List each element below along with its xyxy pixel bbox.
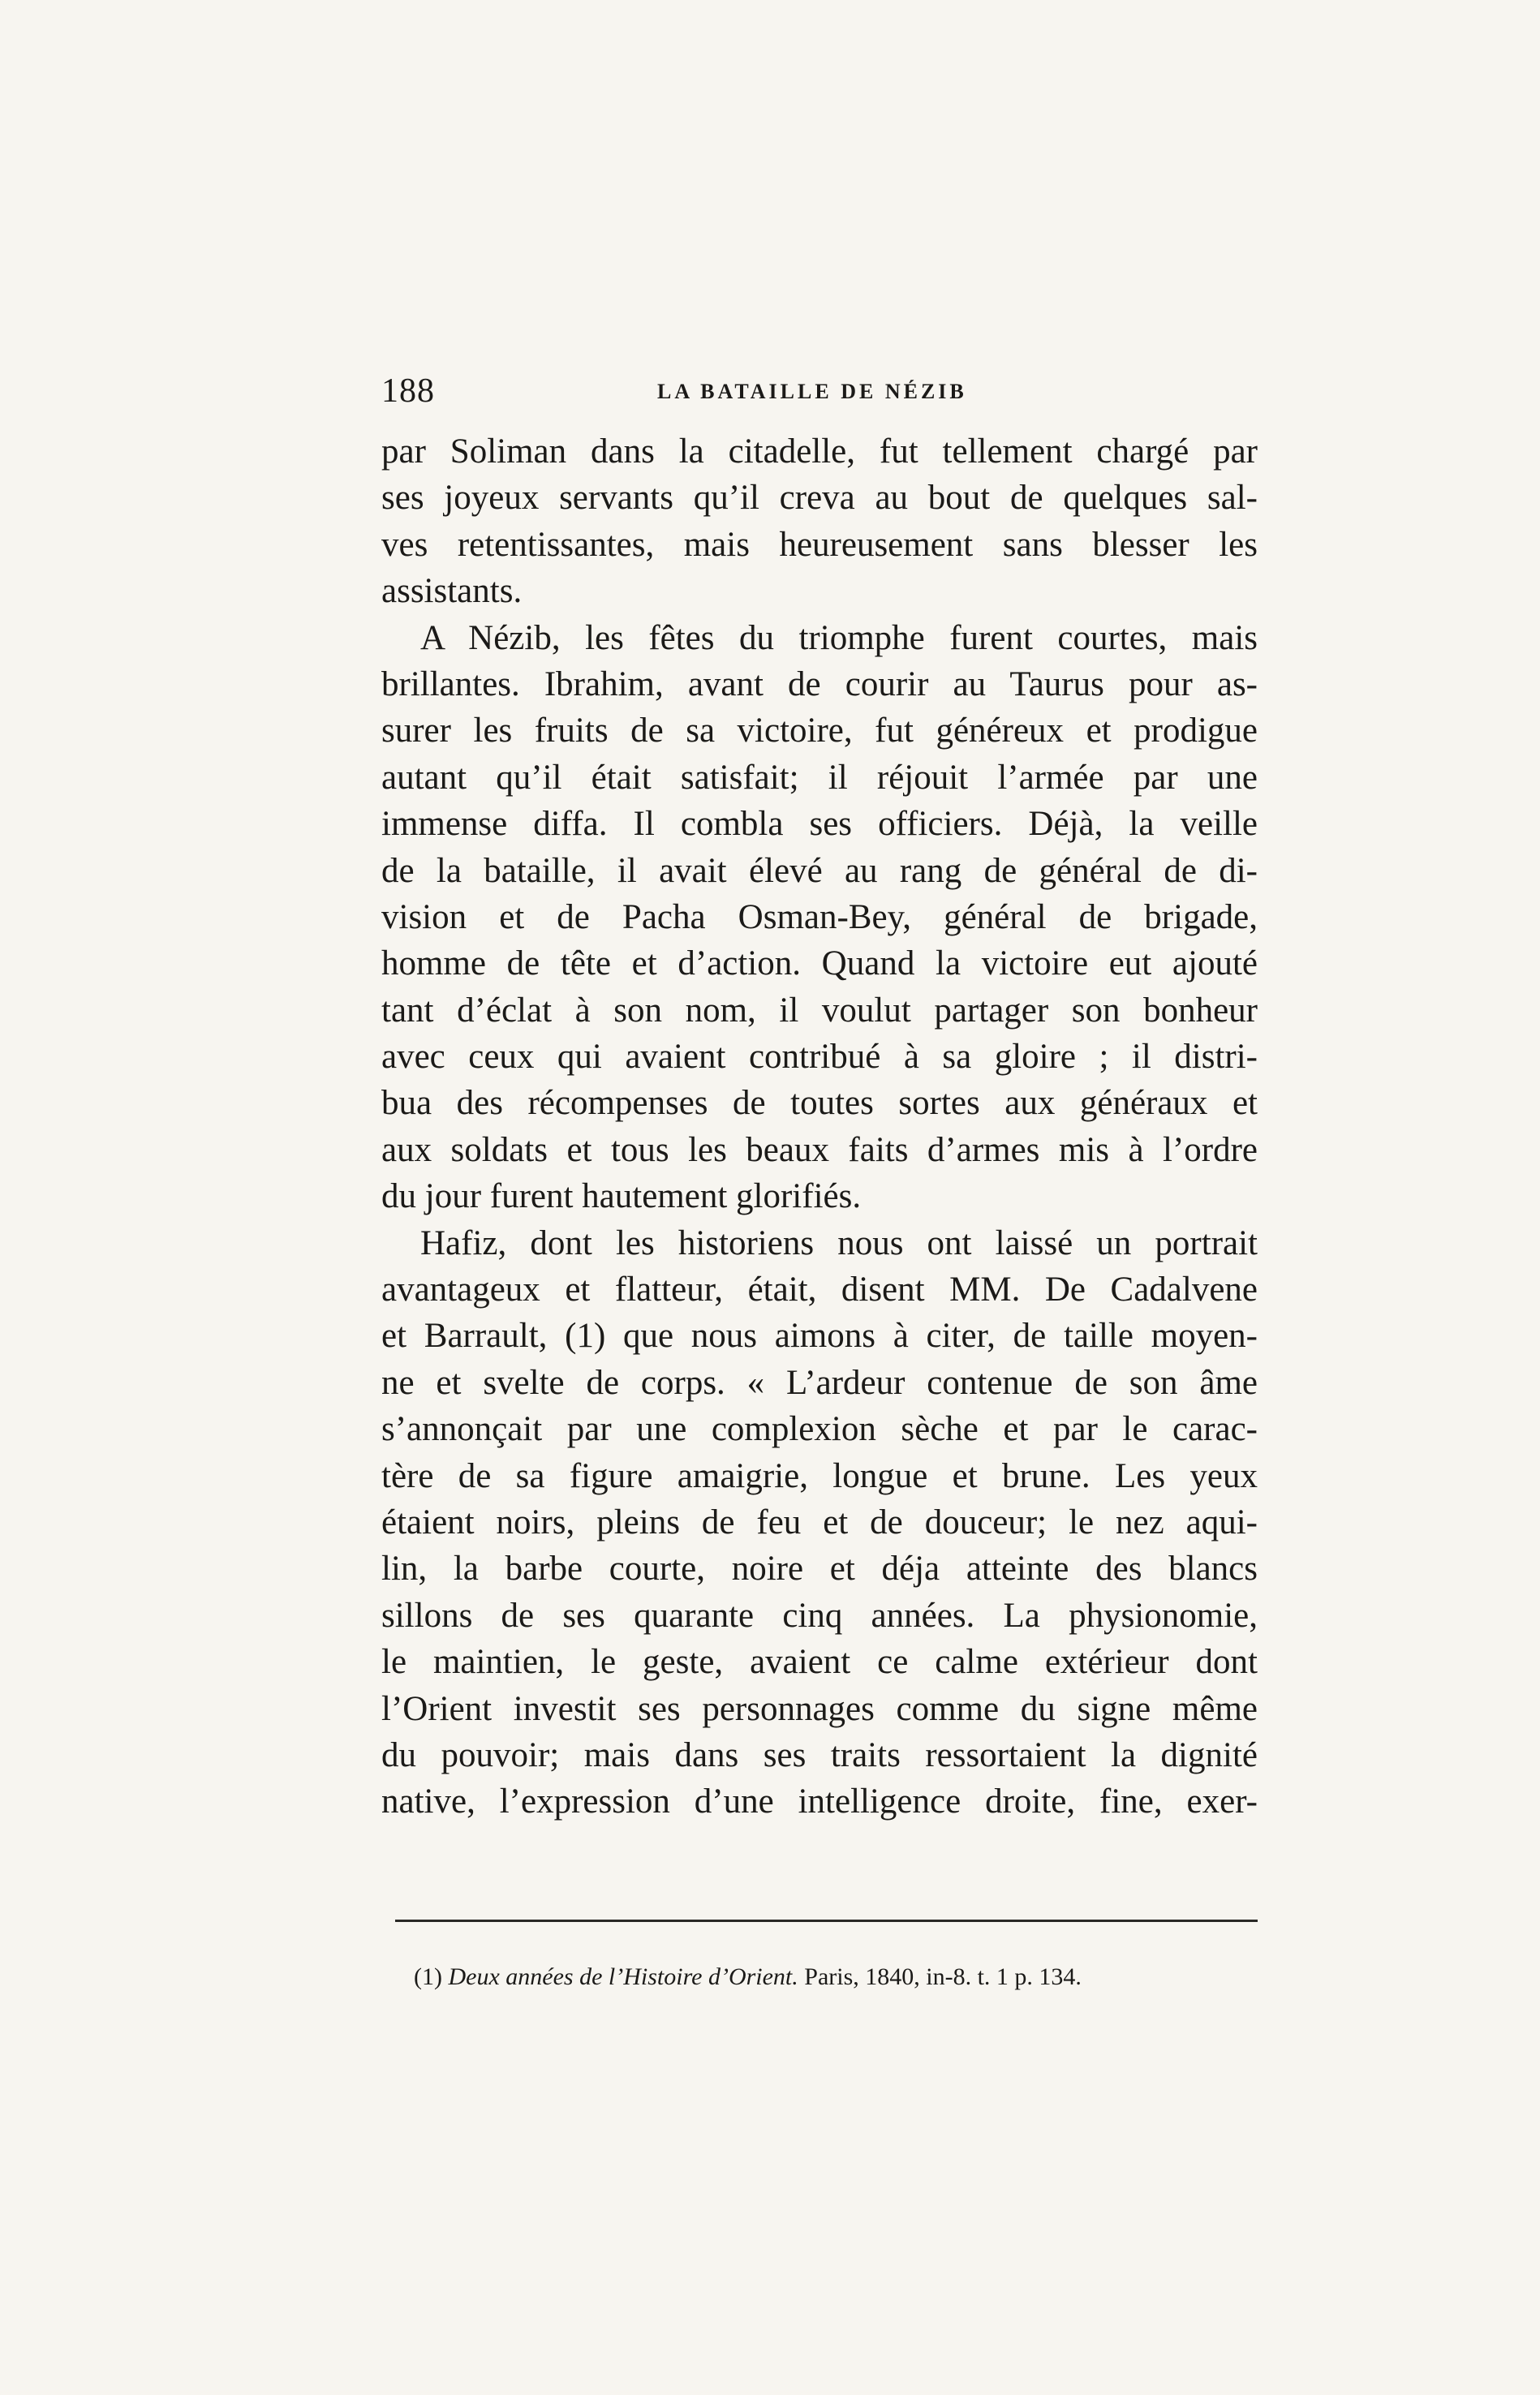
text-line: lin, la barbe courte, noire et déja atteinte des blancs — [381, 1550, 1258, 1589]
text-line: A Nézib, les fêtes du triomphe furent courtes, mais — [420, 618, 1258, 657]
text-line: ne et svelte de corps. « L’ardeur contenue de son âme — [381, 1363, 1258, 1402]
text-line: native, l’expression d’une intelligence droite, fine, exer- — [381, 1782, 1258, 1821]
footnote-separator — [395, 1920, 1258, 1922]
text-line: homme de tête et d’action. Quand la victoire eut ajouté — [381, 944, 1258, 983]
text-line: du jour furent hautement glorifiés. — [381, 1177, 862, 1216]
footnote — [414, 1963, 1082, 1991]
text-line: brillantes. Ibrahim, avant de courir au Taurus pour as- — [381, 664, 1258, 703]
text-line: surer les fruits de sa victoire, fut généreux et prodigue — [381, 712, 1258, 750]
text-line: s’annonçait par une complexion sèche et par le carac- — [381, 1410, 1258, 1449]
page-header — [381, 372, 1258, 420]
text-line: sillons de ses quarante cinq années. La physionomie, — [381, 1596, 1258, 1635]
text-line: ses joyeux servants qu’il creva au bout de quelques sal- — [381, 479, 1258, 518]
text-line: vision et de Pacha Osman-Bey, général de brigade, — [381, 897, 1258, 936]
text-line: aux soldats et tous les beaux faits d’armes mis à l’ordre — [381, 1130, 1258, 1169]
body-text — [381, 428, 1258, 1825]
text-line: autant qu’il était satisfait; il réjouit l’armée par une — [381, 758, 1258, 797]
text-line: tère de sa figure amaigrie, longue et brune. Les yeux — [381, 1456, 1258, 1495]
text-line: bua des récompenses de toutes sortes aux généraux et — [381, 1084, 1258, 1123]
text-line: assistants. — [381, 572, 523, 611]
text-line: ves retentissantes, mais heureusement sans blesser les — [381, 525, 1258, 564]
text-line: le maintien, le geste, avaient ce calme extérieur dont — [381, 1643, 1258, 1682]
text-line: et Barrault, (1) que nous aimons à citer, de taille moyen- — [381, 1317, 1258, 1356]
text-line: de la bataille, il avait élevé au rang de général de di- — [381, 851, 1258, 890]
text-line: étaient noirs, pleins de feu et de douceur; le nez aqui- — [381, 1503, 1258, 1541]
text-line: avec ceux qui avaient contribué à sa gloire ; il distri- — [381, 1038, 1258, 1077]
text-line: Hafiz, dont les historiens nous ont laissé un portrait — [420, 1223, 1258, 1262]
running-title: LA BATAILLE DE NÉZIB — [657, 380, 967, 403]
text-line: immense diffa. Il combla ses officiers. Déjà, la veille — [381, 805, 1258, 844]
page-number: 188 — [381, 372, 435, 410]
text-line: avantageux et flatteur, était, disent MM. De Cadalvene — [381, 1271, 1258, 1309]
footnote-details: Paris, 1840, in-8. t. 1 p. 134. — [804, 1963, 1082, 1990]
footnote-title: Deux années de l’Histoire d’Orient. — [448, 1963, 798, 1990]
text-line: l’Orient investit ses personnages comme du signe même — [381, 1689, 1258, 1728]
text-line: par Soliman dans la citadelle, fut tellement chargé par — [381, 432, 1258, 471]
text-line: du pouvoir; mais dans ses traits ressortaient la dignité — [381, 1735, 1258, 1774]
footnote-marker: (1) — [414, 1963, 442, 1990]
text-line: tant d’éclat à son nom, il voulut partager son bonheur — [381, 991, 1258, 1030]
